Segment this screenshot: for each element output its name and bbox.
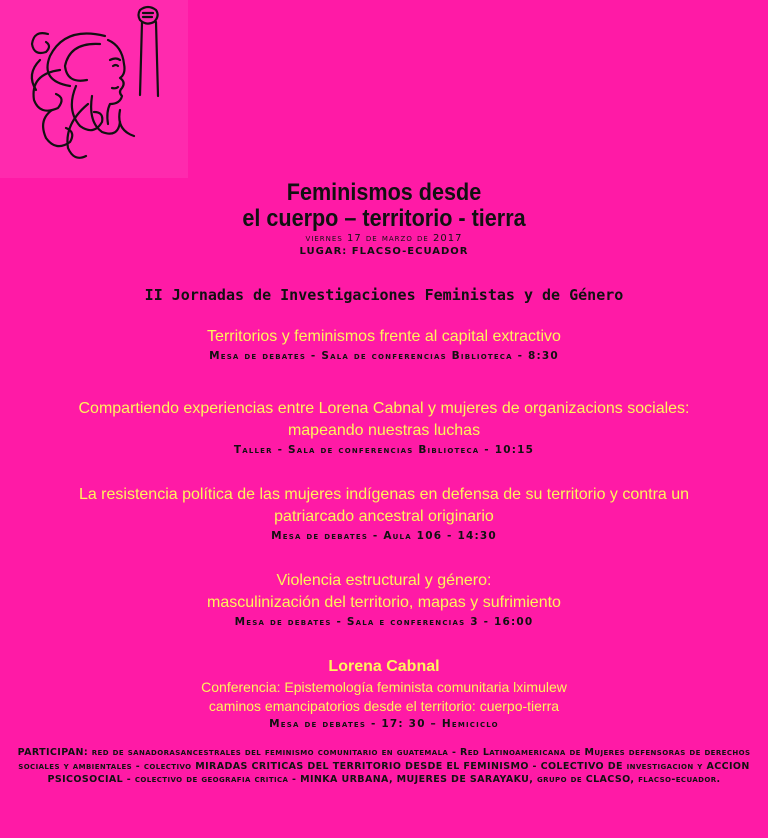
header	[0, 180, 768, 258]
event-lorena	[0, 656, 768, 732]
event-details: Mesa de debates - 17: 30 – Hemiciclo	[269, 718, 499, 730]
speaker-name: Lorena Cabnal	[328, 658, 440, 675]
event-2	[0, 398, 768, 458]
event-1	[0, 326, 768, 364]
conference-subtitle: caminos emancipatorios desde el territorio: cuerpo-tierra	[208, 698, 560, 714]
page-title-line2: el cuerpo – territorio - tierra	[242, 205, 526, 232]
logo-illustration	[0, 0, 188, 178]
event-details: Taller - Sala de conferencias Biblioteca - 10:15	[233, 444, 535, 456]
event-details: Mesa de debates - Sala de conferencias Biblioteca - 8:30	[209, 350, 559, 362]
participants-text: PARTICIPAN: red de sanadorasancestrales del feminismo comunitario en guatemala - Red Latinoamericana de Mujeres defensoras de derechos sociales y ambientales - colectivo MIRADAS CRITICAS DEL TERRITORIO DESDE EL FEMINISMO - COLECTIVO DE investigacion y ACCION PSICOSOCIAL - colectivo de geografia critica - MINKA URBANA, MUJERES DE SARAYAKU, grupo de CLACSO, flacso-ecuador.	[17, 747, 751, 785]
event-title: Territorios y feminismos frente al capital extractivo	[207, 328, 561, 345]
event-details: Mesa de debates - Sala e conferencias 3 - 16:00	[234, 616, 534, 628]
raised-fist-woman-icon	[0, 0, 188, 178]
event-title: patriarcado ancestral originario	[274, 508, 494, 525]
event-title: mapeando nuestras luchas	[287, 422, 481, 439]
event-details: Mesa de debates - Aula 106 - 14:30	[271, 530, 497, 542]
event-4	[0, 570, 768, 630]
page-title-line1: Feminismos desde	[286, 179, 482, 206]
jornadas-heading: II Jornadas de Investigaciones Feministas y de Género	[144, 286, 624, 304]
event-title: Compartiendo experiencias entre Lorena Cabnal y mujeres de organizacions sociales:	[78, 400, 690, 417]
event-place: LUGAR: FLACSO-ECUADOR	[299, 246, 469, 257]
event-date: viernes 17 de marzo de 2017	[305, 233, 463, 244]
event-title: La resistencia política de las mujeres indígenas en defensa de su territorio y contra un	[78, 486, 690, 503]
event-3	[0, 484, 768, 544]
conference-title: Conferencia: Epistemología feminista comunitaria lximulew	[201, 679, 567, 695]
event-title: masculinización del territorio, mapas y sufrimiento	[207, 594, 561, 611]
event-title: Violencia estructural y género:	[276, 572, 492, 589]
